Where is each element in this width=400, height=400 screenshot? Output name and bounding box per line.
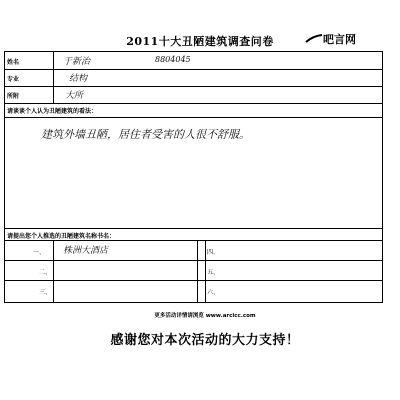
name-row <box>5 52 382 70</box>
major-label: 专业 <box>7 76 20 83</box>
question2-top-line <box>5 228 382 229</box>
nomination-value-1: 株洲大酒店 <box>63 246 109 256</box>
nomination-grid-top <box>5 240 382 241</box>
label-column-divider <box>53 52 54 103</box>
survey-form <box>4 51 383 303</box>
school-label: 所附 <box>7 93 20 100</box>
school-value: 大所 <box>65 91 84 101</box>
school-row <box>5 86 382 104</box>
nomination-index-5: 五、 <box>207 269 220 276</box>
name-label: 姓名 <box>7 59 20 66</box>
nomination-index-2: 二、 <box>39 269 52 276</box>
question2-label: 请提出您个人推选的丑陋建筑名称书名： <box>7 233 116 240</box>
question1-label: 请谈谈个人认为丑陋建筑的看法： <box>7 108 98 115</box>
nomination-index-3: 三、 <box>39 289 52 296</box>
document-title: 2011十大丑陋建筑调查问卷 <box>126 35 274 48</box>
logo <box>305 31 370 46</box>
nomination-index-6: 六、 <box>207 289 220 296</box>
nomination-mid-divider <box>197 240 198 302</box>
nomination-mid-divider-2 <box>205 240 206 302</box>
nomination-left-divider <box>53 240 54 302</box>
logo-swoosh-icon <box>305 34 323 44</box>
thanks-text: 感谢您对本次活动的大力支持！ <box>110 333 300 348</box>
logo-text: 吧言网 <box>323 32 356 46</box>
nomination-row-line-2 <box>5 280 382 281</box>
name-value: 于新治 <box>63 57 91 67</box>
major-value: 结构 <box>69 74 88 84</box>
more-info-text: 更多活动详情请浏览 www.arclcc.com <box>154 313 256 319</box>
nomination-row-line-1 <box>5 260 382 261</box>
phone-value: 8804045 <box>155 55 191 64</box>
question1-row <box>5 103 382 118</box>
question1-answer: 建筑外墙丑陋，居住者受害的人很不舒服。 <box>41 128 250 141</box>
nomination-index-4: 四、 <box>207 249 220 256</box>
major-row <box>5 69 382 87</box>
nomination-index-1: 一、 <box>33 249 46 256</box>
